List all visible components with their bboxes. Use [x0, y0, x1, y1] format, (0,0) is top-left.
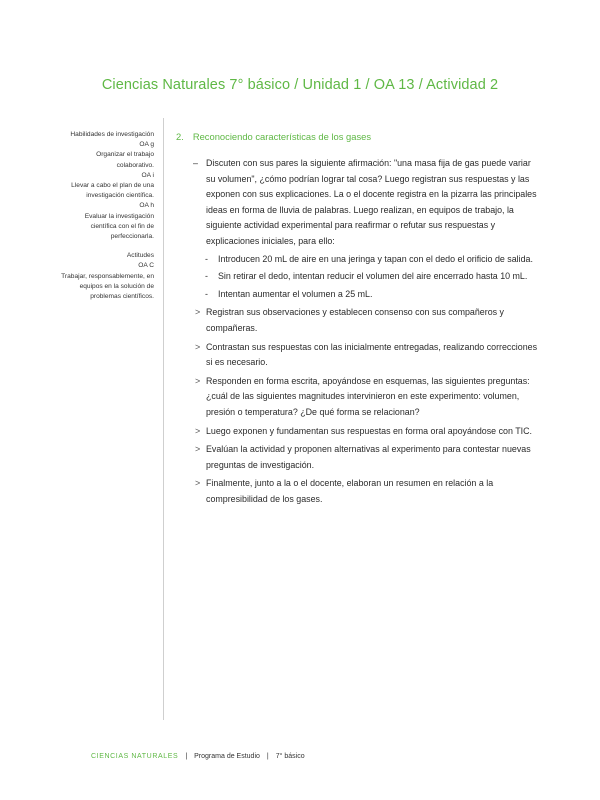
sidebar-objectives	[60, 130, 154, 302]
footer-grade: 7° básico	[275, 753, 305, 760]
step-text: Luego exponen y fundamentan sus respuestas en forma oral apoyándose con TIC.	[206, 425, 532, 436]
intro-item	[193, 156, 538, 250]
sub-item	[193, 252, 538, 268]
dash-marker: -	[205, 288, 208, 299]
skill-description: Llevar a cabo el plan de una investigación científica.	[71, 182, 154, 200]
step-item	[193, 374, 538, 421]
skill-code: OA g	[139, 141, 154, 149]
chevron-right-icon: >	[195, 307, 201, 318]
activity-heading	[176, 131, 371, 142]
step-text: Evalúan la actividad y proponen alternativas al experimento para contestar nuevas preguntas de investigación.	[206, 444, 531, 470]
step-text: Registran sus observaciones y establecen consenso con sus compañeros y compañeras.	[206, 307, 504, 333]
dash-marker: -	[205, 271, 208, 282]
page-footer	[91, 753, 305, 760]
dash-marker: –	[193, 158, 198, 168]
chevron-right-icon: >	[195, 341, 201, 352]
skill-description: Organizar el trabajo colaborativo.	[96, 151, 154, 169]
activity-content	[193, 156, 538, 507]
footer-separator: |	[185, 753, 188, 760]
skills-heading: Habilidades de investigación	[70, 131, 154, 138]
step-text: Responden en forma escrita, apoyándose en esquemas, las siguientes preguntas: ¿cuál de las siguientes magnitudes intervinieron en este experimento: volumen, presión o temperatura? ¿De qué forma se relacionan?	[206, 375, 530, 417]
experiment-steps	[193, 252, 538, 303]
skill-description: Evaluar la investigación científica con el fin de perfeccionarla.	[84, 212, 154, 241]
step-item	[193, 442, 538, 473]
sub-item-text: Sin retirar el dedo, intentan reducir el volumen del aire encerrado hasta 10 mL.	[218, 271, 528, 282]
sub-item-text: Intentan aumentar el volumen a 25 mL.	[218, 288, 373, 299]
activity-number: 2.	[176, 131, 184, 142]
skill-code: OA h	[139, 202, 154, 210]
step-text: Finalmente, junto a la o el docente, elaboran un resumen en relación a la compresibilidad de los gases.	[206, 478, 494, 504]
skill-code: OA i	[141, 171, 154, 179]
step-item	[193, 340, 538, 371]
sub-item	[193, 287, 538, 303]
chevron-right-icon: >	[195, 375, 201, 386]
step-item	[193, 424, 538, 440]
step-item	[193, 476, 538, 507]
column-divider	[163, 118, 164, 720]
attitude-code: OA C	[138, 262, 154, 270]
footer-brand: CIENCIAS NATURALES	[91, 753, 179, 760]
chevron-right-icon: >	[195, 444, 201, 455]
attitudes-heading: Actitudes	[126, 252, 154, 260]
step-item	[193, 305, 538, 336]
intro-text: Discuten con sus pares la siguiente afirmación: "una masa fija de gas puede variar su volumen", ¿cómo podrían lograr tal cosa? Luego registran sus respuestas y las exponen con sus explicaciones. La o el docente registra en la pizarra las principales ideas en forma de lluvia de palabras. Luego realizan, en equipos de trabajo, la siguiente actividad experimental para reafirmar o refutar sus respuestas y explicaciones iniciales, para ello:	[206, 158, 537, 246]
sub-item-text: Introducen 20 mL de aire en una jeringa y tapan con el dedo el orificio de salida.	[218, 253, 533, 264]
step-text: Contrastan sus respuestas con las inicialmente entregadas, realizando correcciones si es necesario.	[206, 341, 538, 368]
page-title: Ciencias Naturales 7° básico / Unidad 1 / OA 13 / Actividad 2	[101, 77, 499, 93]
dash-marker: -	[205, 253, 208, 264]
chevron-right-icon: >	[195, 425, 201, 436]
activity-title: Reconociendo características de los gases	[192, 131, 372, 142]
sub-item	[193, 269, 538, 285]
chevron-right-icon: >	[195, 478, 201, 489]
attitude-description: Trabajar, responsablemente, en equipos en la solución de problemas científicos.	[61, 272, 154, 301]
footer-separator: |	[266, 753, 269, 760]
footer-program: Programa de Estudio	[194, 753, 260, 760]
